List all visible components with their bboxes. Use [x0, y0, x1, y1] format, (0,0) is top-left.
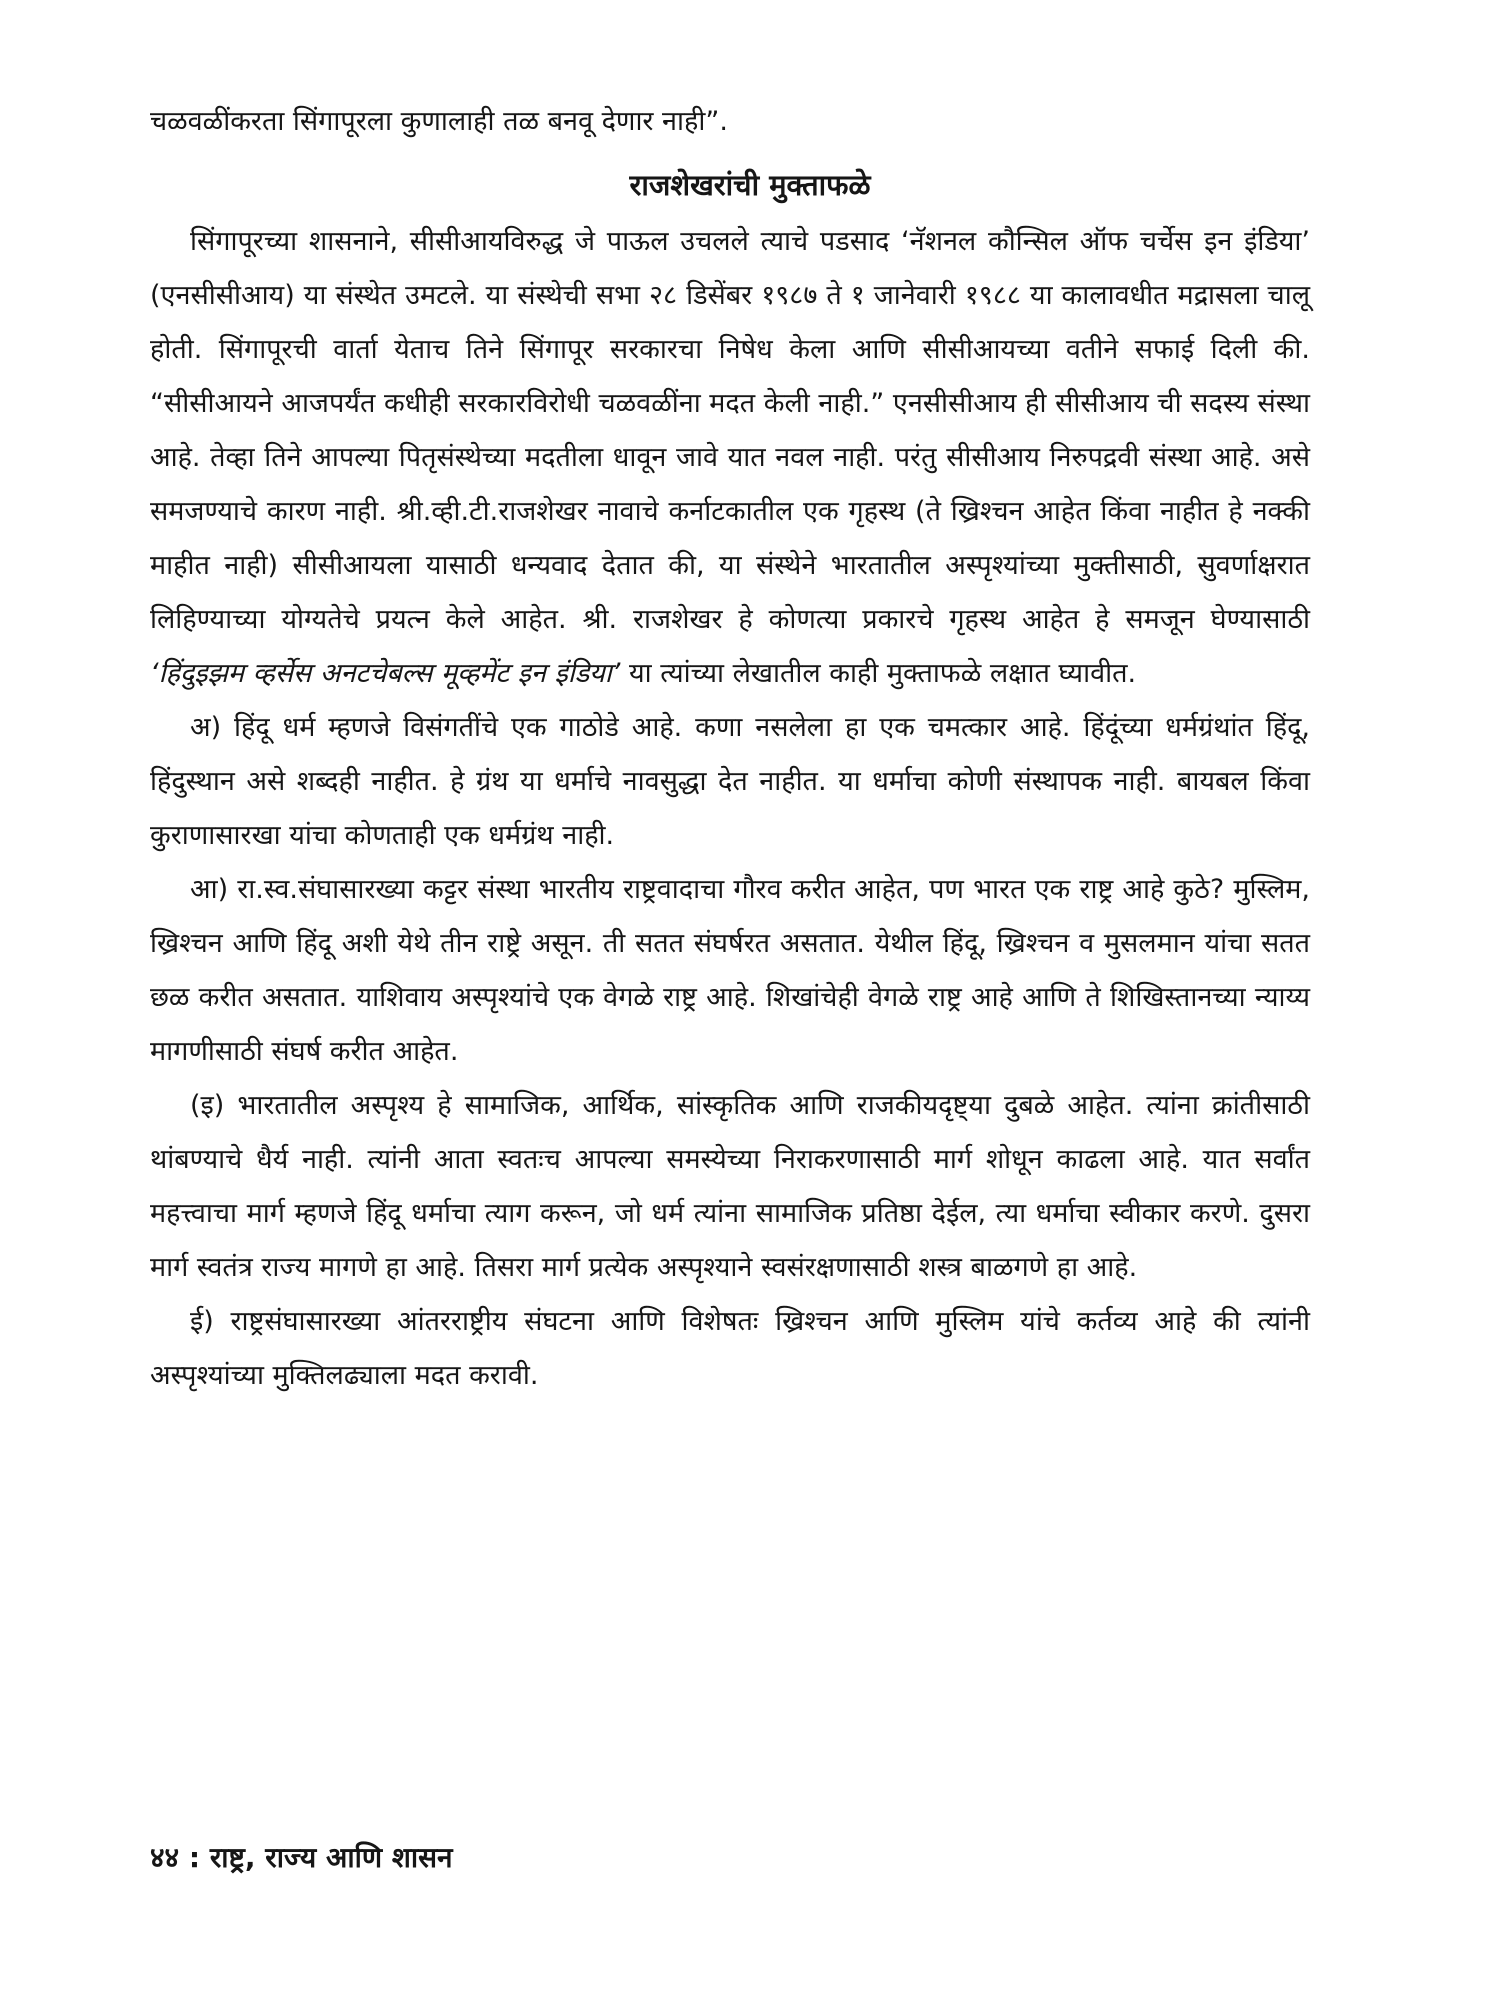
- continuation-line: चळवळींकरता सिंगापूरला कुणालाही तळ बनवू देणार नाही”.: [150, 106, 728, 137]
- paragraph-a: अ) हिंदू धर्म म्हणजे विसंगतींचे एक गाठोडे आहे. कणा नसलेला हा एक चमत्कार आहे. हिंदूंच्या धर्मग्रंथांत हिंदू, हिंदुस्थान असे शब्दही नाहीत. हे ग्रंथ या धर्माचे नावसुद्धा देत नाहीत. या धर्माचा कोणी संस्थापक नाही. बायबल किंवा कुराणासारखा यांचा कोणताही एक धर्मग्रंथ नाही.: [150, 712, 1310, 851]
- page-body: [150, 95, 1310, 1403]
- paragraph-i: (इ) भारतातील अस्पृश्य हे सामाजिक, आर्थिक, सांस्कृतिक आणि राजकीयदृष्ट्या दुबळे आहेत. त्यांना क्रांतीसाठी थांबण्याचे धैर्य नाही. त्यांनी आता स्वतःच आपल्या समस्येच्या निराकरणासाठी मार्ग शोधून काढला आहे. यात सर्वांत महत्त्वाचा मार्ग म्हणजे हिंदू धर्माचा त्याग करून, जो धर्म त्यांना सामाजिक प्रतिष्ठा देईल, त्या धर्माचा स्वीकार करणे. दुसरा मार्ग स्वतंत्र राज्य मागणे हा आहे. तिसरा मार्ग प्रत्येक अस्पृश्याने स्वसंरक्षणासाठी शस्त्र बाळगणे हा आहे.: [150, 1090, 1310, 1283]
- paragraph-ii: ई) राष्ट्रसंघासारख्या आंतरराष्ट्रीय संघटना आणि विशेषतः ख्रिश्चन आणि मुस्लिम यांचे कर्तव्य आहे की त्यांनी अस्पृश्यांच्या मुक्तिलढ्याला मदत करावी.: [150, 1306, 1310, 1391]
- section-heading: राजशेखरांची मुक्ताफळे: [629, 168, 871, 202]
- article-title: ‘हिंदुइझम व्हर्सेस अनटचेबल्स मूव्हमेंट इन इंडिया’: [150, 658, 621, 689]
- page-footer: ४४ : राष्ट्र, राज्य आणि शासन: [150, 1841, 453, 1874]
- paragraph-aa: आ) रा.स्व.संघासारख्या कट्टर संस्था भारतीय राष्ट्रवादाचा गौरव करीत आहेत, पण भारत एक राष्ट्र आहे कुठे? मुस्लिम, ख्रिश्चन आणि हिंदू अशी येथे तीन राष्ट्रे असून. ती सतत संघर्षरत असतात. येथील हिंदू, ख्रिश्चन व मुसलमान यांचा सतत छळ करीत असतात. याशिवाय अस्पृश्यांचे एक वेगळे राष्ट्र आहे. शिखांचेही वेगळे राष्ट्र आहे आणि ते शिखिस्तानच्या न्याय्य मागणीसाठी संघर्ष करीत आहेत.: [150, 874, 1310, 1067]
- paragraph-intro-text: सिंगापूरच्या शासनाने, सीसीआयविरुद्ध जे पाऊल उचलले त्याचे पडसाद ‘नॅशनल कौन्सिल ऑफ चर्चेस इन इंडिया’ (एनसीसीआय) या संस्थेत उमटले. या संस्थेची सभा २८ डिसेंबर १९८७ ते १ जानेवारी १९८८ या कालावधीत मद्रासला चालू होती. सिंगापूरची वार्ता येताच तिने सिंगापूर सरकारचा निषेध केला आणि सीसीआयच्या वतीने सफाई दिली की. “सीसीआयने आजपर्यंत कधीही सरकारविरोधी चळवळींना मदत केली नाही.” एनसीसीआय ही सीसीआय ची सदस्य संस्था आहे. तेव्हा तिने आपल्या पितृसंस्थेच्या मदतीला धावून जावे यात नवल नाही. परंतु सीसीआय निरुपद्रवी संस्था आहे. असे समजण्याचे कारण नाही. श्री.व्ही.टी.राजशेखर नावाचे कर्नाटकातील एक गृहस्थ (ते ख्रिश्चन आहेत किंवा नाहीत हे नक्की माहीत नाही) सीसीआयला यासाठी धन्यवाद देतात की, या संस्थेने भारतातील अस्पृश्यांच्या मुक्तीसाठी, सुवर्णाक्षरात लिहिण्याच्या योग्यतेचे प्रयत्न केले आहेत. श्री. राजशेखर हे कोणत्या प्रकारचे गृहस्थ आहेत हे समजून घेण्यासाठी: [150, 226, 1310, 635]
- paragraph-intro-tail: या त्यांच्या लेखातील काही मुक्ताफळे लक्षात घ्यावीत.: [620, 658, 1137, 689]
- paragraph-intro: [150, 215, 1310, 701]
